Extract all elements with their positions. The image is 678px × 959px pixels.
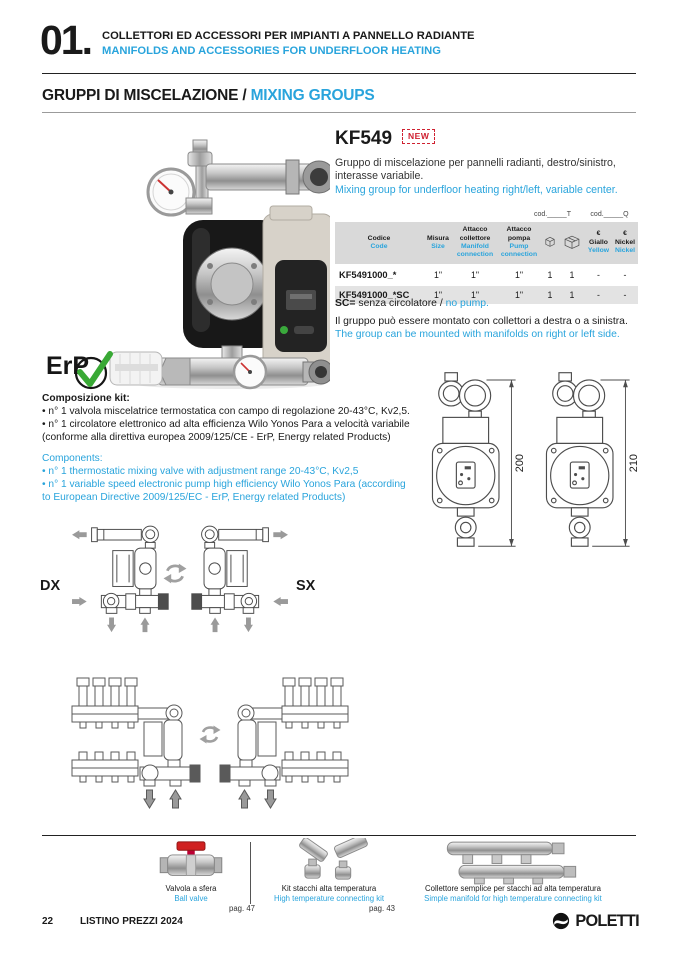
kit-composition-it [42,392,410,444]
cell-price-nickel: - [612,285,638,305]
related-products [42,838,636,914]
sc-note [335,298,489,309]
table-row [335,265,638,285]
related-product-connecting-kit [254,884,404,904]
ball-valve-image [158,840,224,882]
footer-page-number: 22 [42,916,54,927]
connecting-kit-image [282,838,387,884]
swap-arrows-icon [163,562,187,585]
sc-note-it: senza circolatore / [355,298,446,309]
manifold-diagram-image [70,672,350,822]
manifold-mounting-diagram [70,672,350,824]
cell-pump-connection: 1" [497,285,541,305]
footer-catalog-name: LISTINO PREZZI 2024 [80,916,183,927]
dim-label-right: 210 [627,454,640,473]
carton-box-icon [562,233,582,250]
kit-item: • n° 1 variable speed electronic pump high efficiency Wilo Yonos Para (according to European Directive 2009/125/EC - ErP, Energy related Products) [42,479,406,504]
column-header-size: Misura Size [423,222,453,265]
related-product-simple-manifold [390,884,636,904]
chapter-title-en: MANIFOLDS AND ACCESSORIES FOR UNDERFLOOR HEATING [102,44,441,57]
related-divider [250,842,251,904]
kit-title-it: Composizione kit: [42,393,130,404]
kit-item: • n° 1 thermostatic mixing valve with adjustment range 20-43°C, Kv2,5 [42,466,359,478]
poletti-logo [552,911,640,931]
dim-label-left: 200 [513,454,526,473]
new-badge: NEW [402,129,435,144]
cod-labels [335,211,638,218]
column-header-manifold-connection: Attacco collettore Manifold connection [453,222,497,265]
related-name-it: Kit stacchi alta temperatura [281,884,377,893]
related-name-en: Simple manifold for high temperature connecting kit [424,894,602,904]
components-title: Components: [42,453,103,464]
cell-pack2: 1 [559,285,585,305]
dimension-drawings [412,356,652,566]
chapter-number: 01. [40,17,91,63]
brand-mark-icon [552,912,570,930]
mounting-note-en: The group can be mounted with manifolds on right or left side. [335,329,620,340]
page-ref-47: pag. 47 [228,904,255,913]
product-description-en: Mixing group for underfloor heating right/left, variable center. [335,184,618,196]
cell-manifold-connection: 1" [453,265,497,285]
cell-code: KF5491000_*SC [335,285,423,305]
dx-label: DX [40,578,61,594]
cell-pack1: 1 [541,285,559,305]
mixing-group-drawing-sx [182,518,288,637]
related-name-it: Collettore semplice per stacchi ad alta temperatura [425,884,601,893]
section-rule [42,112,636,113]
price-table [335,222,638,306]
section-title-it: GRUPPI DI MISCELAZIONE / [42,87,251,104]
cod-q-label: cod._____Q [590,211,629,218]
kit-item: • n° 1 circolatore elettronico ad alta efficienza Wilo Yonos Para a velocità variabile (conforme alla direttiva europea 2009/125/CE - ErP, Energy related Products) [42,419,410,444]
cell-pump-connection: 1" [497,265,541,285]
chapter-title-it: COLLETTORI ED ACCESSORI PER IMPIANTI A PANNELLO RADIANTE [102,30,475,42]
column-header-pump-connection: Attacco pompa Pump connection [497,222,541,265]
kit-item: • n° 1 valvola miscelatrice termostatica con campo di regolazione 20-43°C, Kv2,5. [42,406,410,418]
cell-pack2: 1 [559,265,585,285]
dx-sx-diagram [30,516,340,656]
small-box-icon [543,235,557,248]
section-title [42,87,375,105]
dimension-drawing-right [534,362,640,558]
sc-label: SC= [335,298,356,309]
page-ref-43: pag. 43 [368,904,395,913]
related-name-it: Valvola a sfera [165,884,217,893]
cell-pack1: 1 [541,265,559,285]
column-header-pack-small [541,222,559,265]
related-name-en: Ball valve [174,894,208,904]
cell-manifold-connection: 1" [453,285,497,305]
svg-text:ErP: ErP [46,352,90,380]
brand-name: POLETTI [575,911,639,930]
erp-checkmark-icon [44,342,124,392]
column-header-code: Codice Code [335,222,423,265]
cell-size: 1" [423,285,453,305]
cell-size: 1" [423,265,453,285]
cell-price-nickel: - [612,265,638,285]
cell-code: KF5491000_* [335,265,423,285]
sc-note-en: no pump. [445,298,489,309]
cell-price-yellow: - [585,285,612,305]
erp-badge [44,342,124,392]
header-rule [42,73,636,74]
mounting-note-it: Il gruppo può essere montato con collettori a destra o a sinistra. [335,316,628,327]
column-header-pack-large [559,222,585,265]
product-code-text: KF549 [335,128,393,149]
related-product-ball-valve [128,884,254,904]
cod-t-label: cod._____T [534,211,571,218]
related-name-en: High temperature connecting kit [273,894,385,904]
chapter-titles [102,29,475,58]
product-description-it: Gruppo di miscelazione per pannelli radianti, destro/sinistro, interasse variabile. [335,157,616,182]
cell-price-yellow: - [585,265,612,285]
sx-label: SX [296,578,316,594]
section-title-en: MIXING GROUPS [250,87,375,104]
simple-manifold-image [424,840,599,885]
kit-composition-en [42,452,410,504]
column-header-price-yellow: € Giallo Yellow [585,222,612,265]
bottom-rule [42,835,636,836]
column-header-price-nickel: € Nickel Nickel [612,222,638,265]
table-header-row [335,222,638,265]
dimension-drawing-left [420,362,526,558]
product-code [335,128,435,150]
